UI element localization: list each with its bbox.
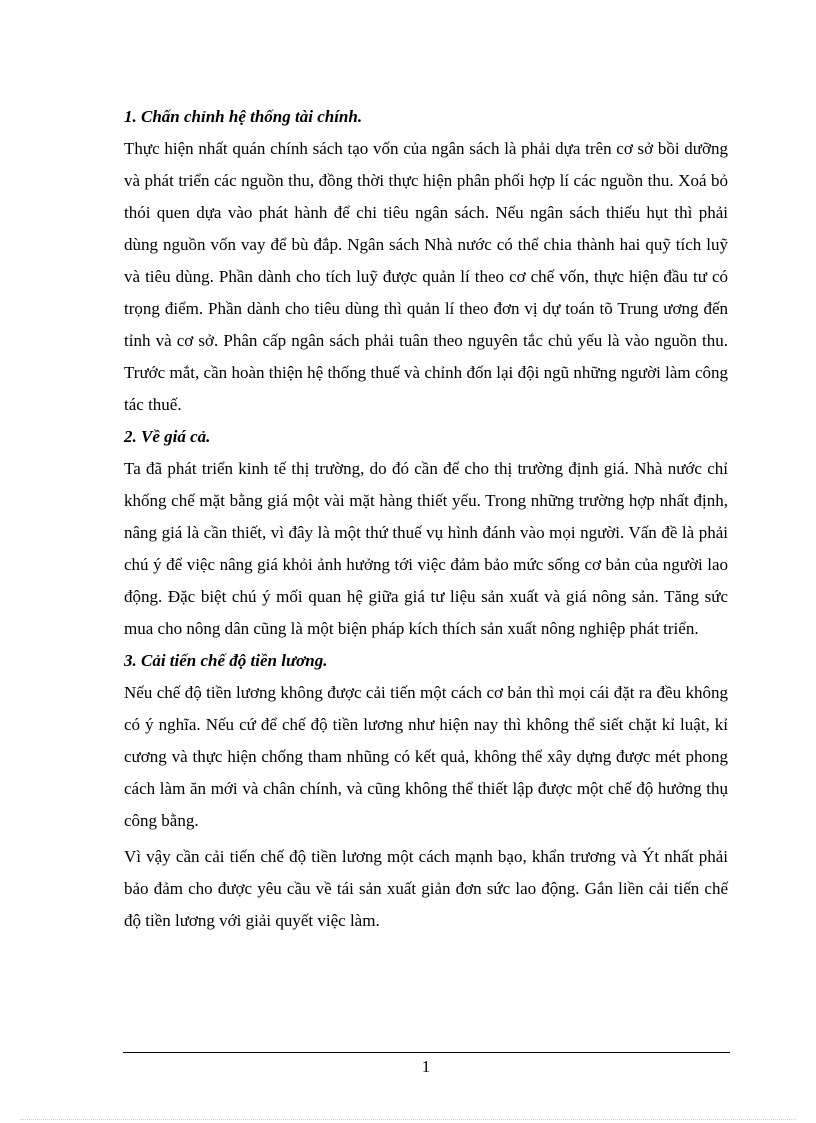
footer-divider bbox=[123, 1052, 730, 1053]
paragraph-prices: Ta đã phát triển kinh tế thị trường, do đó cần để cho thị trường định giá. Nhà nước chỉ khống chế mặt bằng giá một vài mặt hàng thiết yếu. Trong những trường hợp nhất định, nâng giá là cần thiết, vì đây là một thứ thuế vụ hình đánh vào mọi người. Vấn đề là phải chú ý để việc nâng giá khỏi ảnh hưởng tới việc đảm bảo mức sống cơ bản của người lao động. Đặc biệt chú ý mối quan hệ giữa giá tư liệu sản xuất và giá nông sản. Tăng sức mua cho nông dân cũng là một biện pháp kích thích sản xuất nông nghiệp phát triển. bbox=[124, 459, 728, 638]
document-body bbox=[124, 101, 728, 937]
section-heading-wages: 3. Cải tiến chế độ tiền lương. bbox=[124, 651, 328, 670]
page-bottom-edge bbox=[20, 1119, 796, 1120]
paragraph-wages-2: Vì vậy cần cải tiến chế độ tiền lương một cách mạnh bạo, khẩn trương và Ýt nhất phải bảo đảm cho được yêu cầu về tái sản xuất giản đơn sức lao động. Gắn liền cải tiến chế độ tiền lương với giải quyết việc làm. bbox=[124, 847, 728, 930]
page-number: 1 bbox=[421, 1057, 431, 1076]
section-heading-prices: 2. Về giá cả. bbox=[124, 427, 211, 446]
paragraph-finance: Thực hiện nhất quán chính sách tạo vốn của ngân sách là phải dựa trên cơ sở bồi dưỡng và phát triển các nguồn thu, đồng thời thực hiện phân phối hợp lí các nguồn thu. Xoá bỏ thói quen dựa vào phát hành để chi tiêu ngân sách. Nếu ngân sách thiếu hụt thì phải dùng nguồn vốn vay để bù đắp. Ngân sách Nhà nước có thể chia thành hai quỹ tích luỹ và tiêu dùng. Phần dành cho tích luỹ được quản lí theo cơ chế vốn, thực hiện đầu tư có trọng điểm. Phần dành cho tiêu dùng thì quản lí theo đơn vị dự toán tõ Trung ương đến tỉnh và cơ sở. Phân cấp ngân sách phải tuân theo nguyên tắc chủ yếu là vào nguồn thu. Trước mắt, cần hoàn thiện hệ thống thuế và chỉnh đốn lại đội ngũ những người làm công tác thuế. bbox=[124, 139, 728, 414]
section-heading-finance: 1. Chấn chỉnh hệ thống tài chính. bbox=[124, 107, 363, 126]
paragraph-wages-1: Nếu chế độ tiền lương không được cải tiến một cách cơ bản thì mọi cái đặt ra đều không có ý nghĩa. Nếu cứ để chế độ tiền lương như hiện nay thì không thể siết chặt kỉ luật, kỉ cương và thực hiện chống tham nhũng có kết quả, không thể xây dựng được mét phong cách làm ăn mới và chân chính, và cũng không thể thiết lập được một chế độ hưởng thụ công bằng. bbox=[124, 683, 728, 830]
